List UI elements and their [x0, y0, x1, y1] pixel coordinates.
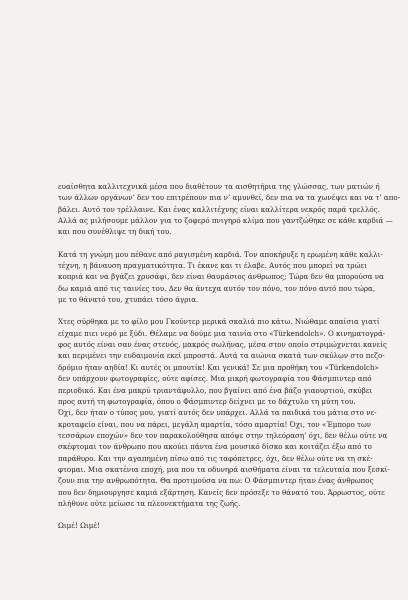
- text-line: πλήθυνε ούτε μείωσε τα πλεονεκτήματα της ζωής.: [58, 498, 241, 508]
- text-line: κοπριά και να βγάζει χρυσάφι, δεν είναι θαυμάσιος άνθρωπος; Τώρα δεν θα μπορούσα να: [58, 272, 384, 282]
- text-line: τεσσάρων εποχών» δεν τον παρακολούθησα απόψε στην τηλεόραση’ όχι, δεν θέλω ούτε να: [58, 430, 388, 440]
- text-line: Ωιμέ! Ωιμέ!: [58, 521, 100, 531]
- text-line: και που συνέθλιψε τη δική του.: [58, 227, 172, 237]
- text-line: δω καμιά από τις ταινίες του. Δεν θα άντεχα αυτόν τον πόνο, τον πόνο αυτό που τώρα,: [58, 283, 376, 293]
- text-line: και περιμένει την ευδαιμονία εκεί μπροστά. Αυτά τα αιώνια σκατά των σκύλων στο πεζο-: [58, 351, 385, 361]
- text-line: φτομαι. Μια σκατένια εποχή, μια που τα οδυνηρά αισθήματα είναι τα τελευταία που ξεσκί-: [58, 464, 390, 474]
- text-line: Όχι, δεν ήταν ο τύπος μου, γιατί αυτός δεν υπάρχει. Αλλά τα παιδικά του μάτια στο νε-: [58, 408, 377, 418]
- text-line: βάλει. Αυτό τον τρέλλαινε. Και ένας καλλιτέχνης είναι καλλίτερα νεκρός παρά τρελλός.: [58, 204, 380, 214]
- text-line: δρόμιο ήταν αηδία! Κι αυτές οι μπουτίκ! Και γενικά! Σε μια προθήκη του «Türkendolch»: [58, 362, 379, 372]
- text-line: προς αυτή τη φωτογραφία, όπου ο Φάσμπιντερ δείχνει με το δάχτυλο τη μύτη του.: [58, 396, 356, 406]
- text-line: ζουν πια την ανθρωπότητα. Θα προτιμούσα να πω: Ο Φάσμπιντερ ήταν ένας άνθρωπος: [58, 476, 374, 486]
- text-line: περιοδικό. Και ένα μακρύ τριαντάφυλλο, που βγαίνει από ένα βάζο γιαουρτιού, σκύβει: [58, 385, 373, 395]
- text-line: φος αυτός είναι σαν ένας στενός, μακρός σωλήνας, μέσα στον οποίο στριμώχνεται κανείς: [58, 340, 388, 350]
- text-line: δεν υπάρχουν φωτογραφίες, ούτε αφίσες. Μια μικρή φωτογραφία του Φάσμπιντερ από: [58, 374, 372, 384]
- text-line: που δεν δημιουργησε καμιά εξάρτηση. Κανείς δεν πρόσεξε το θάνατό του. Άρρωστος, ούτε: [58, 487, 385, 497]
- paragraph-1: [58, 181, 401, 238]
- paragraph-4: [58, 520, 360, 531]
- text-line: Χτες σύρθηκα με το φίλο μου Γκούντερ μερικά σκαλιά πιο κάτω. Νιώθαμε απαίσια γιατί: [58, 317, 380, 327]
- text-line: Κατά τη γνώμη μου πέθανε από ραγισμένη καρδιά. Τον αποκήρυξε η ερωμένη κάθε καλλι-: [58, 249, 383, 259]
- paragraph-2: [58, 249, 384, 306]
- paragraph-3: [58, 316, 390, 509]
- text-line: σκέφτομαι τον άνθρωπο που ακούει πάντα ένα μουσικό δίσκο και κοιτάζει έξω από το: [58, 442, 372, 452]
- text-line: των άλλων οργάνων’ δεν του επιτρέπουν πια ν’ αμυνθεί, δεν πια να τα χωνέψει και να τ’ απο-: [58, 193, 401, 203]
- text-line: είχαμε πιει νερό με ξύδι. Θέλαμε να δούμε μια ταινία στο «Türkendolch». Ο κινηματογρά-: [58, 328, 386, 338]
- text-line: ευαίσθητα καλλιτεχνικά μέσα που διαθέτουν τα αισθητήρια της γλώσσας, των ματιών ή: [58, 182, 380, 191]
- text-line: παράθυρο. Και την αγαπημένη πίσω από τις ταφόπετρες, όχι, δεν θέλω ούτε να τη σκέ-: [58, 453, 373, 463]
- text-line: με το θάνατό του, χτυπάει τόσο άγρια.: [58, 295, 199, 305]
- text-line: Αλλά ας μιλήσουμε μάλλον για το ζοφερό πνιγηρό κλίμα που γαντζώθηκε σε κάθε καρδιά —: [58, 216, 393, 226]
- document-page: [58, 181, 401, 532]
- text-line: κροταφείο είναι, που να πάρει, μεγάλη αμαρτία, τόσο αμαρτία! Όχι, τον «Έμπορο των: [58, 419, 372, 429]
- text-line: τέχνη, η βάναυση πραγματικότητα. Τι έκανε και τι έλαβε. Αυτός που μπορεί να τρώει: [58, 261, 367, 271]
